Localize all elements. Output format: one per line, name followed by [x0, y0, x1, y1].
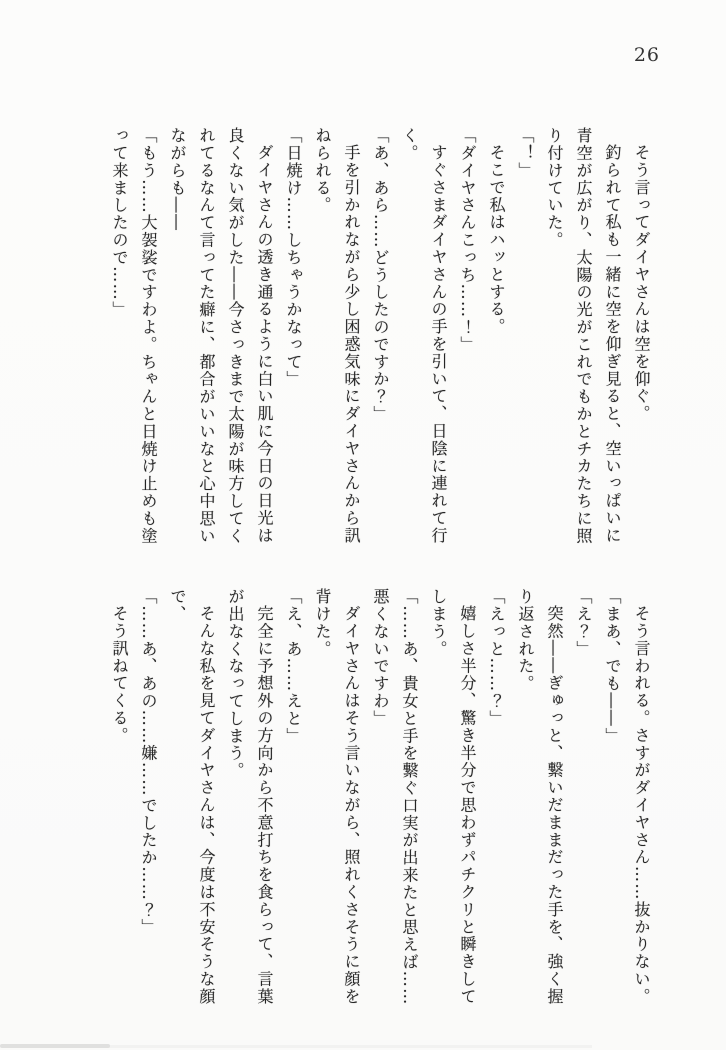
text-line: そう言われる。さすがダイヤさん……抜かりない。 [632, 605, 651, 1006]
text-line: ながらも―― [168, 127, 187, 232]
text-line: 「日焼け……しちゃうかなって」 [284, 127, 303, 388]
text-line: 青空が広がり、太陽の光がこれでもかとチカたちに照 [574, 127, 593, 545]
text-line: 「え？」 [574, 588, 593, 658]
text-line: すぐさまダイヤさんの手を引いて、日陰に連れて行 [429, 144, 448, 545]
text-line: 「もう……大袈裟ですわよ。ちゃんと日焼け止めも塗 [139, 127, 158, 545]
text-line: 「……あ、あの……嫌……でしたか……？」 [139, 588, 158, 936]
text-line: で、 [168, 588, 187, 623]
text-line: ダイヤさんはそう言いながら、照れくさそうに顔を [342, 605, 361, 1006]
text-line: 「まあ、でも――」 [603, 588, 622, 745]
text-line: そう言ってダイヤさんは空を仰ぐ。 [632, 144, 651, 423]
text-line: しまう。 [429, 588, 448, 658]
text-line: 「ダイヤさんこっち……！」 [458, 127, 477, 354]
scan-artifact-light [100, 1045, 592, 1048]
text-line: そんな私を見てダイヤさんは、今度は不安そうな顔 [197, 605, 216, 1006]
text-line: り返された。 [516, 588, 535, 693]
text-line: り付けていた。 [545, 127, 564, 249]
text-line: が出なくなってしまう。 [226, 588, 245, 780]
text-line: 釣られて私も一緒に空を仰ぎ見ると、空いっぱいに [603, 144, 622, 545]
text-line: って来ましたので……」 [110, 127, 129, 319]
text-block-top [105, 127, 656, 557]
text-block-bottom [105, 588, 656, 1018]
text-line: 嬉しさ半分、驚き半分で思わずパチクリと瞬きして [458, 605, 477, 1006]
text-line: 「あ、あら……どうしたのですか？」 [371, 127, 390, 423]
text-line: 完全に予想外の方向から不意打ちを食らって、言葉 [255, 605, 274, 1006]
text-line: 手を引かれながら少し困惑気味にダイヤさんから訊 [342, 144, 361, 545]
text-line: 良くない気がした――今さっきまで太陽が味方してく [226, 127, 245, 545]
scan-artifact-dark [0, 1044, 110, 1048]
text-line: ねられる。 [313, 127, 332, 214]
text-line: 背けた。 [313, 588, 332, 658]
text-line: 「え、あ……えと」 [284, 588, 303, 745]
text-line: 「！」 [516, 127, 535, 180]
text-line: そこで私はハッとする。 [487, 144, 506, 336]
text-line: ダイヤさんの透き通るように白い肌に今日の日光は [255, 144, 274, 545]
page-number: 26 [633, 44, 660, 66]
text-line: 悪くないですわ」 [371, 588, 390, 728]
text-line: 「えっと……？」 [487, 588, 506, 728]
text-line: れてるなんて言ってた癖に、都合がいいなと心中思い [197, 127, 216, 545]
text-line: く。 [400, 127, 419, 162]
text-line: 突然――ぎゅっと、繋いだままだった手を、強く握 [545, 605, 564, 1006]
text-line: そう訊ねてくる。 [110, 605, 129, 745]
text-line: 「……あ、貴女と手を繋ぐ口実が出来たと思えば…… [400, 588, 419, 1006]
